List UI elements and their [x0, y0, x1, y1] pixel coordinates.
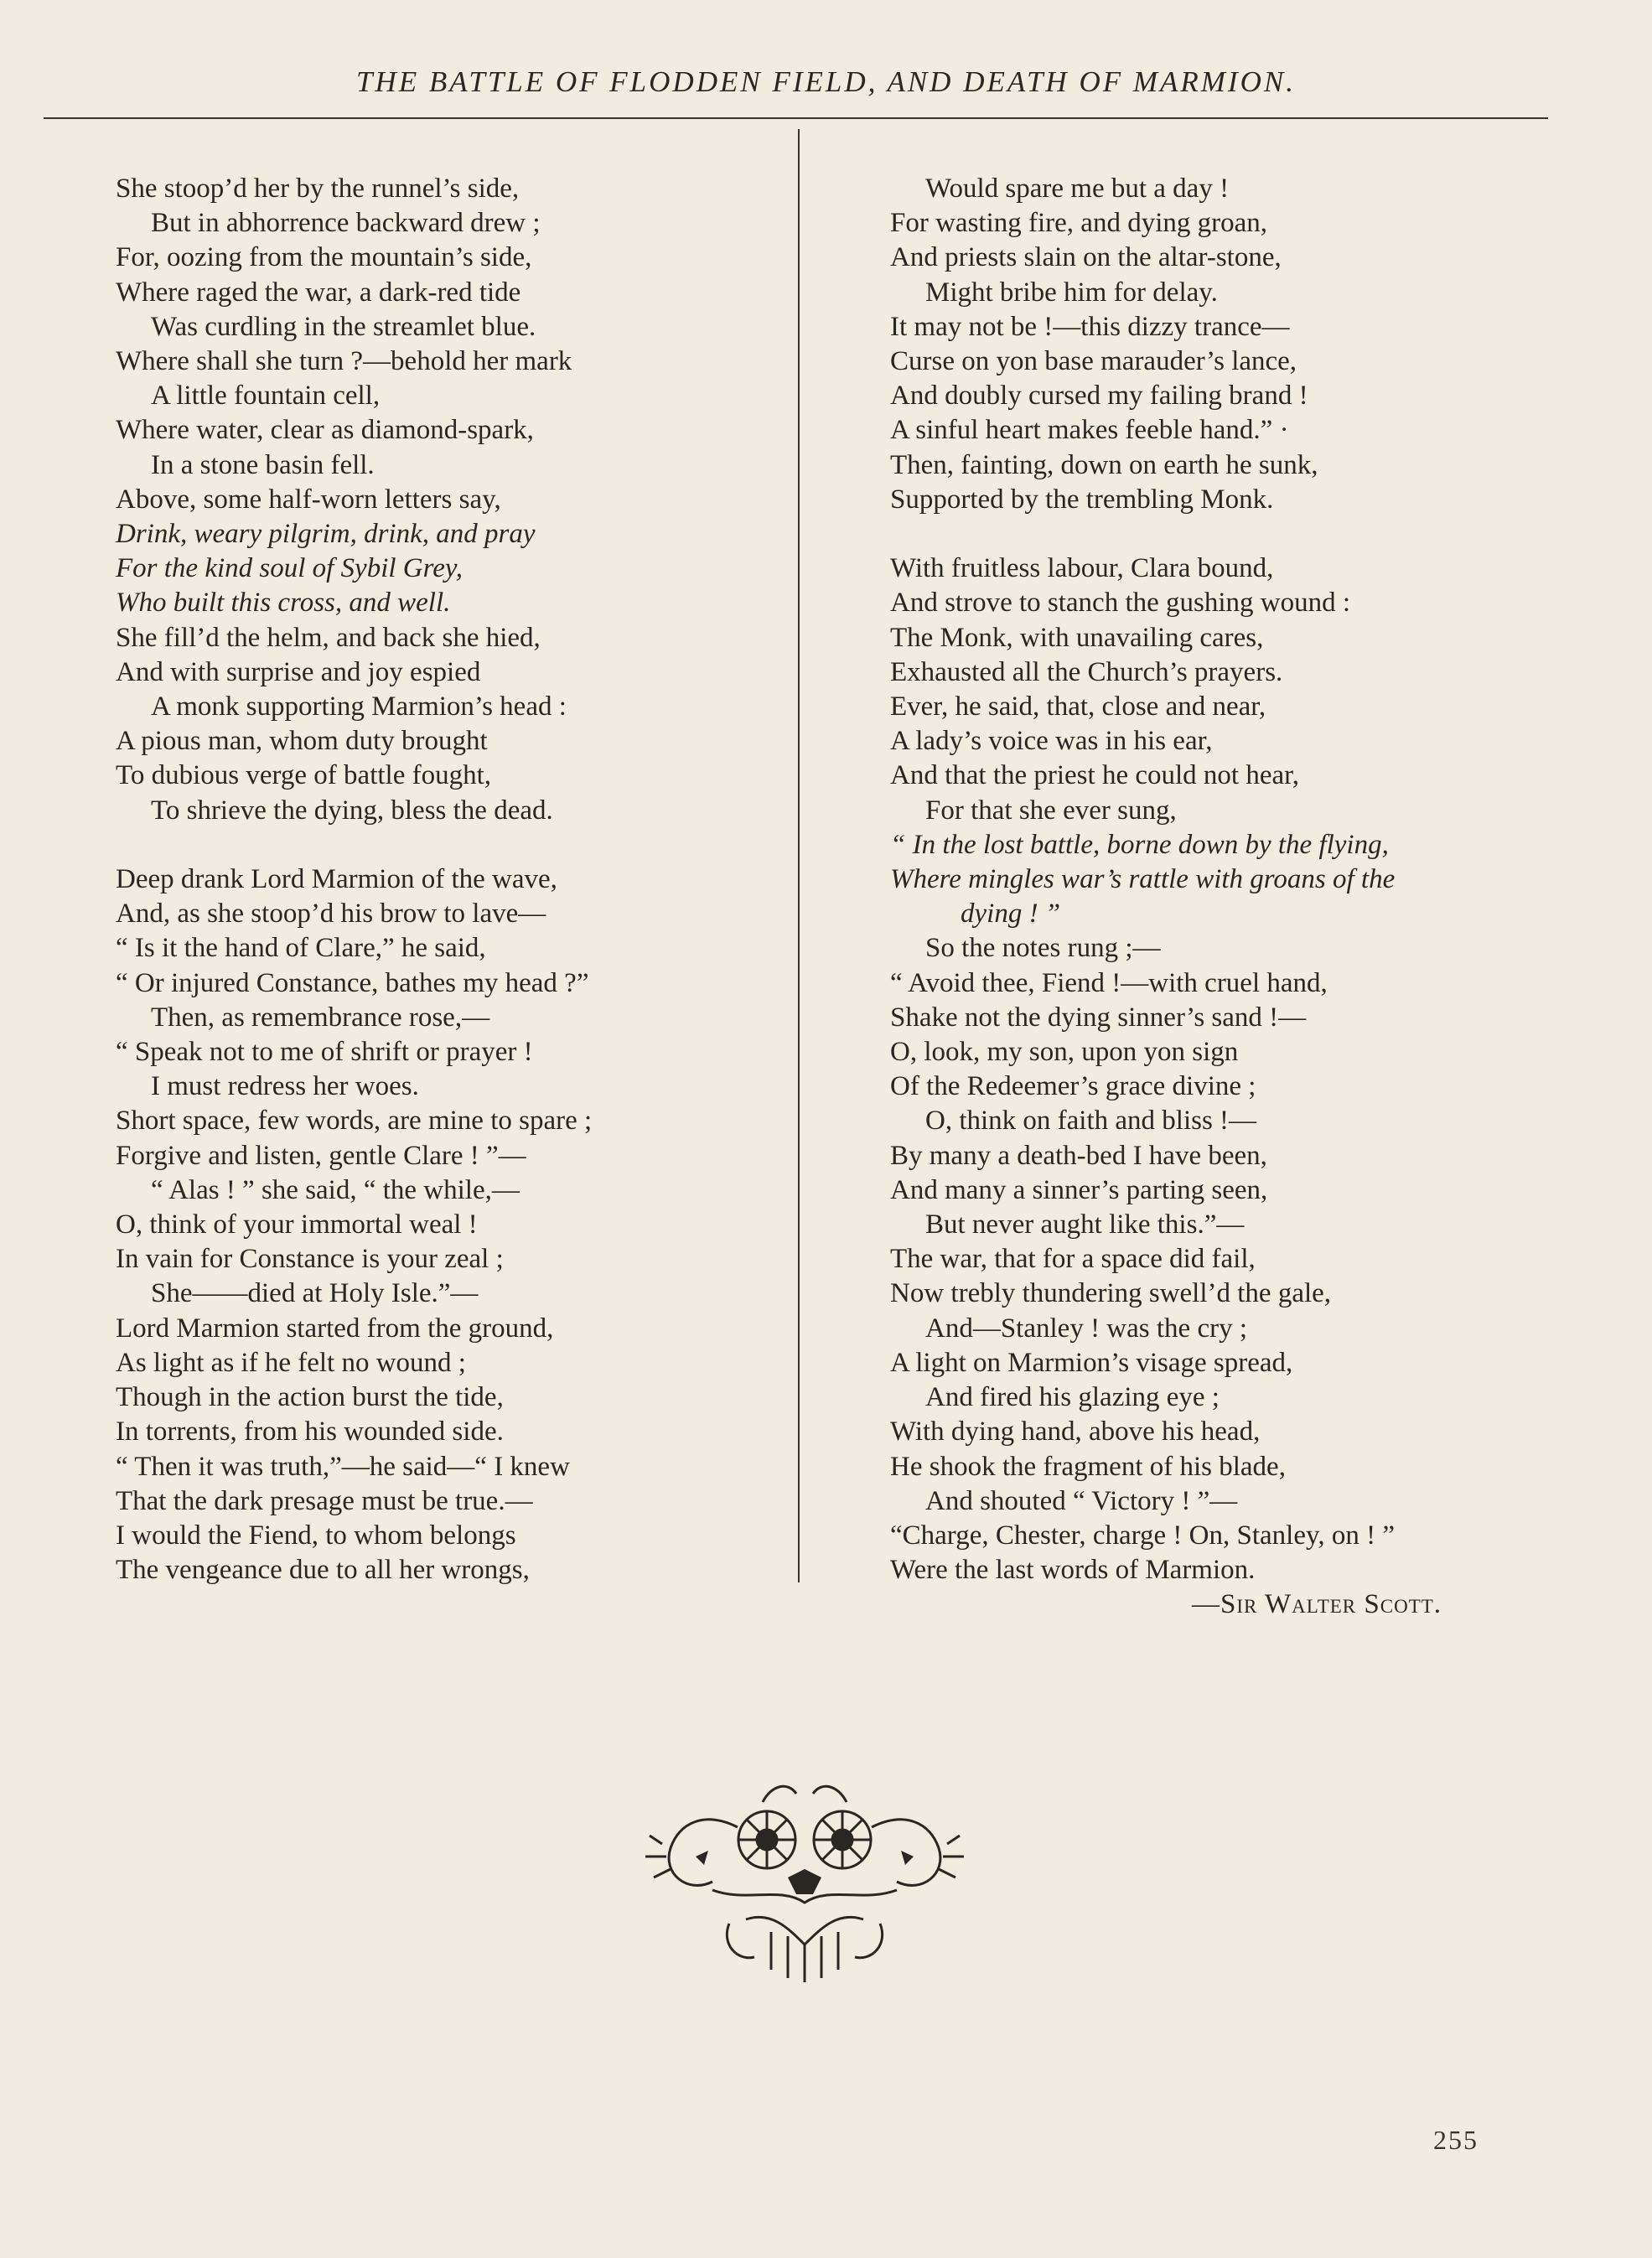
poem-line: Were the last words of Marmion. [890, 1555, 1256, 1586]
poem-line: Where mingles war’s rattle with groans of the [890, 864, 1396, 895]
poem-line: Then, as remembrance rose,— [151, 1002, 490, 1033]
poem-line: Ever, he said, that, close and near, [890, 691, 1266, 722]
poem-line: Supported by the trembling Monk. [890, 484, 1274, 515]
poem-line: Where raged the war, a dark-red tide [116, 277, 521, 308]
poem-line: As light as if he felt no wound ; [116, 1347, 466, 1378]
poem-line: A light on Marmion’s visage spread, [890, 1347, 1293, 1378]
poem-line: O, look, my son, upon yon sign [890, 1037, 1239, 1068]
floral-tailpiece-ornament-icon [645, 1777, 964, 1986]
poem-column-left [116, 172, 592, 1587]
poem-line: In torrents, from his wounded side. [116, 1416, 504, 1448]
poem-line: dying ! ” [961, 899, 1061, 930]
poem-line: Now trebly thundering swell’d the gale, [890, 1278, 1332, 1309]
poem-line: And, as she stoop’d his brow to lave— [116, 899, 546, 930]
poem-line: To dubious verge of battle fought, [116, 760, 491, 791]
poem-line: In vain for Constance is your zeal ; [116, 1244, 504, 1275]
poem-line: She fill’d the helm, and back she hied, [116, 622, 541, 653]
poem-line: That the dark presage must be true.— [116, 1485, 533, 1516]
poem-column-right [890, 172, 1442, 1623]
poem-line: With dying hand, above his head, [890, 1416, 1261, 1448]
poem-line [890, 517, 1442, 552]
poem-line: Forgive and listen, gentle Clare ! ”— [116, 1140, 526, 1171]
poem-line: “ Or injured Constance, bathes my head ?” [116, 967, 589, 998]
poem-line: Deep drank Lord Marmion of the wave, [116, 864, 557, 895]
poem-line: And priests slain on the altar-stone, [890, 242, 1282, 273]
poem-line: And many a sinner’s parting seen, [890, 1174, 1268, 1205]
poem-line: The war, that for a space did fail, [890, 1244, 1256, 1275]
poem-line: Was curdling in the streamlet blue. [151, 311, 536, 342]
poem-line: Then, fainting, down on earth he sunk, [890, 449, 1318, 480]
poem-line: O, think of your immortal weal ! [116, 1209, 478, 1240]
poem-line: “ Then it was truth,”—he said—“ I knew [116, 1451, 570, 1482]
poem-line: A little fountain cell, [151, 381, 381, 412]
poem-line: Above, some half-worn letters say, [116, 484, 501, 515]
poem-line: Would spare me but a day ! [925, 173, 1230, 204]
poem-line: “Charge, Chester, charge ! On, Stanley, on ! ” [890, 1520, 1395, 1551]
poem-line: But in abhorrence backward drew ; [151, 208, 541, 239]
poem-line: For the kind soul of Sybil Grey, [116, 553, 463, 584]
poem-line: Exhausted all the Church’s prayers. [890, 656, 1283, 687]
poem-line: “ Is it the hand of Clare,” he said, [116, 933, 486, 964]
poem-line: I would the Fiend, to whom belongs [116, 1520, 516, 1551]
poem-line: He shook the fragment of his blade, [890, 1451, 1286, 1482]
poem-line: Who built this cross, and well. [116, 588, 451, 619]
poem-line: O, think on faith and bliss !— [925, 1106, 1257, 1137]
poem-line: With fruitless labour, Clara bound, [890, 553, 1274, 584]
poem-line: And fired his glazing eye ; [925, 1382, 1220, 1413]
poem-line: A monk supporting Marmion’s head : [151, 691, 567, 722]
poem-line: A pious man, whom duty brought [116, 726, 488, 757]
poem-line: And doubly cursed my failing brand ! [890, 381, 1308, 412]
poem-line: For wasting fire, and dying groan, [890, 208, 1267, 239]
poem-line: The vengeance due to all her wrongs, [116, 1555, 530, 1586]
poem-line: And that the priest he could not hear, [890, 760, 1300, 791]
poem-line: And strove to stanch the gushing wound : [890, 588, 1351, 619]
poem-line: “ Alas ! ” she said, “ the while,— [151, 1174, 520, 1205]
poem-line: In a stone basin fell. [151, 449, 375, 480]
poem-line: For, oozing from the mountain’s side, [116, 242, 532, 273]
poem-line: “ Avoid thee, Fiend !—with cruel hand, [890, 967, 1328, 998]
poem-line: She——died at Holy Isle.”— [151, 1278, 479, 1309]
poem-line: For that she ever sung, [925, 795, 1177, 826]
poem-line: Where shall she turn ?—behold her mark [116, 346, 572, 377]
poem-line: Lord Marmion started from the ground, [116, 1313, 554, 1344]
poem-line: And shouted “ Victory ! ”— [925, 1485, 1238, 1516]
poem-line: A lady’s voice was in his ear, [890, 726, 1213, 757]
poem-line: To shrieve the dying, bless the dead. [151, 795, 553, 826]
poem-line: And with surprise and joy espied [116, 656, 481, 687]
poem-line: Curse on yon base marauder’s lance, [890, 346, 1297, 377]
poem-line: So the notes rung ;— [925, 933, 1161, 964]
poem-line: She stoop’d her by the runnel’s side, [116, 173, 520, 204]
poem-line: I must redress her woes. [151, 1071, 419, 1102]
poem-line: —Sir Walter Scott. [1192, 1589, 1442, 1620]
poem-line: Drink, weary pilgrim, drink, and pray [116, 519, 536, 550]
poem-line: “ In the lost battle, borne down by the flying, [890, 829, 1389, 860]
poem-line: The Monk, with unavailing cares, [890, 622, 1264, 653]
page-header-title: THE BATTLE OF FLODDEN FIELD, AND DEATH OF MARMION. [356, 65, 1296, 98]
column-divider [798, 129, 800, 1582]
poem-line: Might bribe him for delay. [925, 277, 1218, 308]
poem-line: Where water, clear as diamond-spark, [116, 415, 534, 446]
poem-line: A sinful heart makes feeble hand.” · [890, 415, 1289, 446]
header-rule [44, 117, 1548, 119]
poem-line: Short space, few words, are mine to spare ; [116, 1106, 593, 1137]
poem-line: By many a death-bed I have been, [890, 1140, 1267, 1171]
poem-line: It may not be !—this dizzy trance— [890, 311, 1290, 342]
page-number: 255 [1433, 2125, 1479, 2155]
poem-line: But never aught like this.”— [925, 1209, 1245, 1240]
poem-line: “ Speak not to me of shrift or prayer ! [116, 1037, 533, 1068]
poem-line: Though in the action burst the tide, [116, 1382, 504, 1413]
poem-line: And—Stanley ! was the cry ; [925, 1313, 1247, 1344]
poem-line: Of the Redeemer’s grace divine ; [890, 1071, 1256, 1102]
poem-line [116, 828, 592, 862]
poem-line: Shake not the dying sinner’s sand !— [890, 1002, 1307, 1033]
